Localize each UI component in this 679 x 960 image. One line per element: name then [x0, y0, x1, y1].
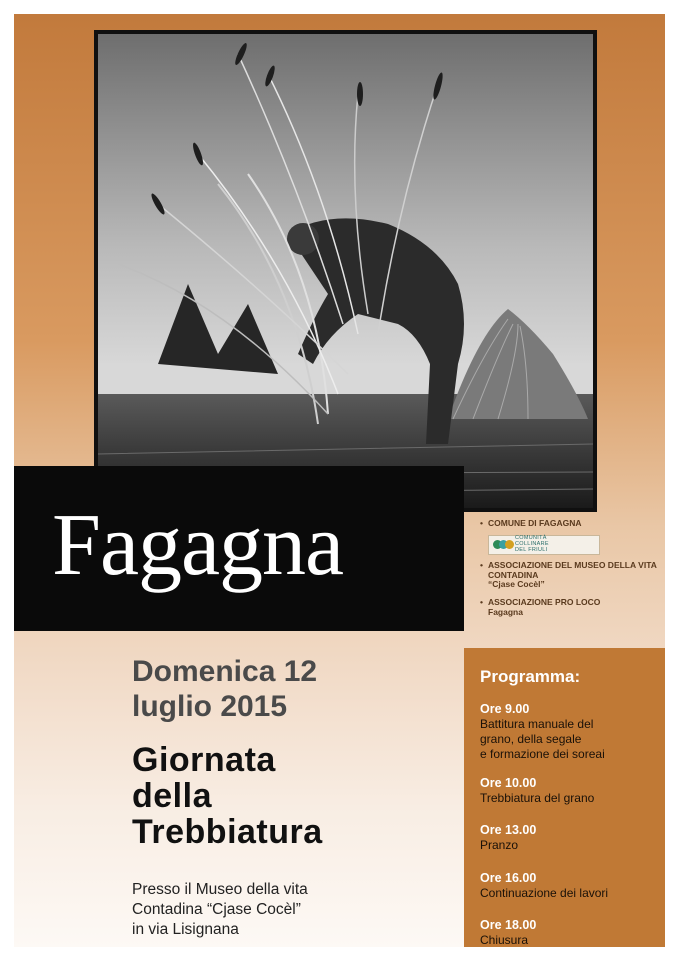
program-item	[480, 871, 660, 901]
event-title-line: della	[132, 777, 212, 815]
program-desc: Battitura manuale del	[480, 717, 594, 731]
partner-label: ASSOCIAZIONE DEL MUSEO DELLA VITA CONTADINA	[488, 559, 657, 580]
photo-frame	[94, 30, 597, 512]
partner-item	[480, 561, 660, 590]
event-title-line: Trebbiatura	[132, 813, 323, 851]
event-title	[132, 742, 323, 850]
bullet-icon: •	[480, 597, 483, 608]
venue-line: in via Lisignana	[132, 921, 239, 938]
partner-label: ASSOCIAZIONE PRO LOCO	[488, 597, 601, 608]
program-desc: Chiusura	[480, 933, 529, 947]
partners-list	[480, 519, 660, 626]
venue-line: Contadina “Cjase Cocèl”	[132, 901, 301, 918]
partner-sub: “Cjase Cocèl”	[488, 579, 545, 590]
program-desc: Continuazione dei lavori	[480, 886, 609, 900]
date-line: luglio 2015	[132, 690, 288, 723]
venue-line: Presso il Museo della vita	[132, 881, 308, 898]
program-heading: Programma:	[480, 667, 581, 686]
bullet-icon: •	[480, 518, 483, 528]
venue-info	[132, 880, 308, 940]
event-date	[132, 654, 317, 724]
place-title: Fagagna	[52, 497, 344, 594]
partner-item	[480, 519, 660, 529]
program-desc: Pranzo	[480, 838, 519, 852]
harvest-photo	[98, 34, 593, 508]
program-time: Ore 18.00	[480, 918, 537, 932]
program-desc: Trebbiatura del grano	[480, 791, 595, 805]
program-item	[480, 702, 660, 762]
event-title-line: Giornata	[132, 741, 276, 779]
program-time: Ore 13.00	[480, 823, 537, 837]
partner-label: COMUNE DI FAGAGNA	[488, 518, 582, 528]
program-desc: e formazione dei soreai	[480, 747, 605, 761]
partner-sub: Fagagna	[488, 606, 523, 617]
logo-text: COMUNITÀ COLLINARE DEL FRIULI	[515, 535, 549, 553]
program-time: Ore 16.00	[480, 871, 537, 885]
bullet-icon: •	[480, 559, 483, 570]
partner-item	[480, 598, 660, 618]
comunita-collinare-logo	[488, 535, 600, 555]
program-item	[480, 918, 660, 947]
poster	[14, 14, 665, 947]
program-item	[480, 776, 660, 806]
program-desc: grano, della segale	[480, 732, 582, 746]
program-time: Ore 9.00	[480, 702, 530, 716]
hills-icon	[493, 540, 511, 549]
program-time: Ore 10.00	[480, 776, 537, 790]
program-item	[480, 823, 660, 853]
date-line: Domenica 12	[132, 655, 318, 688]
